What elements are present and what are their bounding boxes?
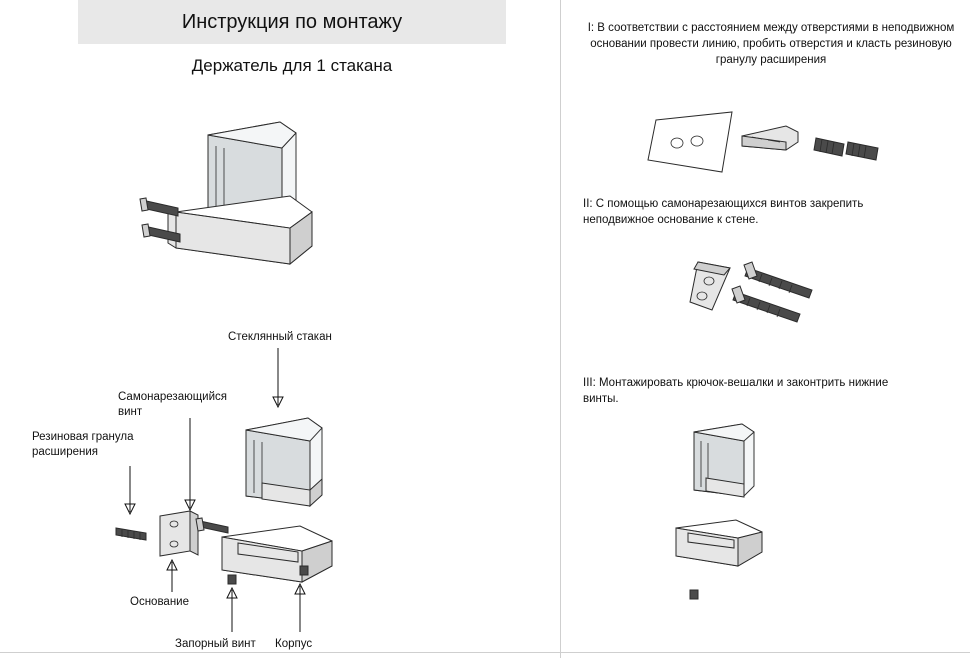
callout-screw-label: Самонарезающийся винт <box>118 391 227 418</box>
step-2-parts-drawing <box>690 262 812 322</box>
exploded-body <box>222 526 332 582</box>
callout-base-label: Основание <box>130 596 189 608</box>
callout-body-label: Корпус <box>275 638 313 650</box>
callout-lock-screw-label: Запорный винт <box>175 638 256 650</box>
step-1-text: I: В соответствии с расстоянием между отверстиями в неподвижном основании провести линию, пробить отверстия и класть резиновую гранулу расширения <box>587 22 955 66</box>
screw-upper <box>140 198 178 216</box>
exploded-rubber-granule <box>116 528 146 540</box>
anchor-2 <box>846 142 878 160</box>
exploded-self-tapping-screw <box>196 518 228 533</box>
callout-glass-label: Стеклянный стакан <box>228 331 332 343</box>
page-title: Инструкция по монтажу <box>181 11 403 33</box>
step-3-text: III: Монтажировать крючок-вешалки и законтрить нижние винты. <box>583 377 889 405</box>
long-screw-1 <box>744 262 812 298</box>
exploded-view-drawing <box>116 348 332 632</box>
step-2-text: II: С помощью самонарезающихся винтов закрепить неподвижное основание к стене. <box>583 198 864 226</box>
page-subtitle: Держатель для 1 стакана <box>191 56 393 75</box>
exploded-base-plate <box>160 511 198 556</box>
step-1-parts-drawing <box>648 112 878 172</box>
anchor-1 <box>814 138 844 156</box>
assembled-tumbler-holder-drawing <box>140 122 312 264</box>
callout-rubber-label: Резиновая гранула расширения <box>32 431 134 458</box>
step-3-parts-drawing <box>676 424 762 599</box>
